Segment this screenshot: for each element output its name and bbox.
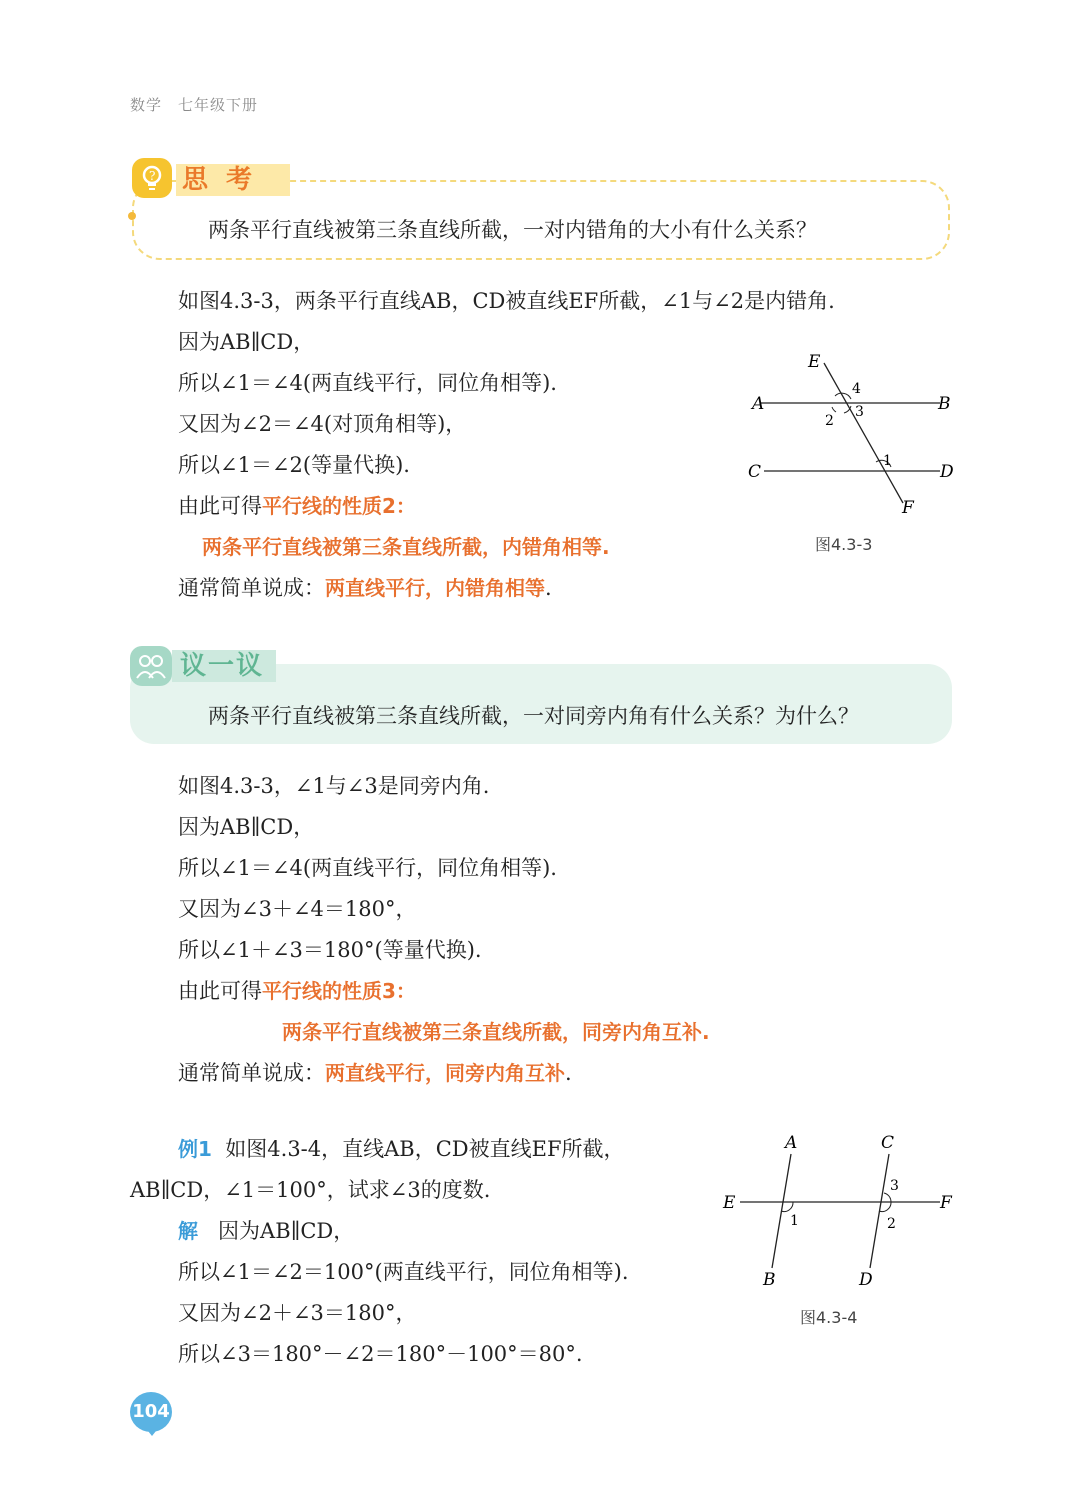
s1-line-5: 所以∠1＝∠2(等量代换). (178, 453, 410, 477)
s1-line-8-pre: 通常简单说成： (178, 576, 325, 600)
property-2-statement: 两条平行直线被第三条直线所截，内错角相等. (202, 535, 610, 559)
angle-3-arc (844, 406, 851, 413)
fig434-label-A: A (785, 1133, 798, 1153)
example-label: 例1 (178, 1137, 212, 1161)
fig434-label-E: E (723, 1193, 736, 1213)
s2-line-8 (178, 1059, 572, 1087)
fig433-label-F: F (902, 498, 914, 518)
property-3-statement: 两条平行直线被第三条直线所截，同旁内角互补. (282, 1020, 710, 1044)
people-icon (130, 646, 172, 686)
fig434-label-C: C (881, 1133, 895, 1153)
s1-line-3: 所以∠1＝∠4(两直线平行，同位角相等). (178, 371, 557, 395)
fig433-label-B: B (938, 394, 951, 414)
s2-line-5: 所以∠1＋∠3＝180°(等量代换). (178, 938, 482, 962)
header-subject: 数学 (130, 96, 163, 114)
fig433-angle-4: 4 (852, 381, 861, 397)
think-box-dot (128, 212, 136, 220)
fig433-angle-3: 3 (855, 404, 864, 420)
figure-4-3-3 (740, 345, 960, 525)
angle-3-arc (884, 1193, 891, 1202)
fig433-label-E: E (808, 352, 821, 372)
fig434-caption: 图4.3-4 (800, 1308, 858, 1327)
fig433-label-C: C (748, 462, 762, 482)
header-grade: 七年级下册 (178, 96, 259, 114)
s1-line-4: 又因为∠2＝∠4(对顶角相等)， (178, 412, 467, 436)
fig434-label-B: B (763, 1270, 776, 1290)
fig433-caption: 图4.3-3 (815, 535, 873, 554)
fig433-label-D: D (940, 462, 954, 482)
fig434-label-F: F (940, 1193, 952, 1213)
s2-line-8-pre: 通常简单说成： (178, 1061, 325, 1085)
fig434-angle-3: 3 (890, 1178, 899, 1194)
discuss-label: 议一议 (172, 650, 276, 682)
example-line-1 (178, 1135, 625, 1163)
example-line-2: AB∥CD，∠1＝100°，试求∠3的度数. (130, 1178, 491, 1202)
line-EF (824, 363, 903, 503)
solution-line-2: 所以∠1＝∠2＝100°(两直线平行，同位角相等). (178, 1260, 629, 1284)
s2-line-8-post: . (565, 1061, 572, 1085)
svg-text:?: ? (149, 169, 156, 183)
angle-2-arc (832, 407, 836, 412)
fig433-label-A: A (752, 394, 765, 414)
example-text-1: 如图4.3-4，直线AB，CD被直线EF所截， (225, 1137, 625, 1161)
fig433-angle-2: 2 (825, 413, 834, 429)
property-3-title: 平行线的性质3： (262, 979, 416, 1003)
s2-line-2: 因为AB∥CD， (178, 815, 315, 839)
s1-line-8-post: . (545, 576, 552, 600)
solution-line-1 (178, 1217, 354, 1245)
discuss-question: 两条平行直线被第三条直线所截，一对同旁内角有什么关系？为什么？ (208, 704, 859, 728)
page-number: 104 (130, 1392, 172, 1432)
s2-line-6 (178, 977, 416, 1005)
s2-line-6-pre: 由此可得 (178, 979, 262, 1003)
s1-line-8 (178, 574, 552, 602)
s2-line-3: 所以∠1＝∠4(两直线平行，同位角相等). (178, 856, 557, 880)
fig434-angle-1: 1 (790, 1213, 799, 1229)
s1-line-6 (178, 492, 416, 520)
property-2-title: 平行线的性质2： (262, 494, 416, 518)
property-3-short: 两直线平行，同旁内角互补 (325, 1061, 565, 1085)
s1-line-2: 因为AB∥CD， (178, 330, 315, 354)
solution-line-3: 又因为∠2＋∠3＝180°， (178, 1301, 417, 1325)
think-question: 两条平行直线被第三条直线所截，一对内错角的大小有什么关系？ (208, 218, 817, 242)
s2-line-4: 又因为∠3＋∠4＝180°， (178, 897, 417, 921)
solution-line-4: 所以∠3＝180°－∠2＝180°－100°＝80°. (178, 1342, 583, 1366)
figure-4-3-4 (715, 1128, 960, 1298)
solution-text-1: 因为AB∥CD， (218, 1219, 355, 1243)
running-header (130, 94, 274, 115)
solution-label: 解 (178, 1219, 198, 1243)
s2-line-1: 如图4.3-3，∠1与∠3是同旁内角. (178, 774, 490, 798)
property-2-short: 两直线平行，内错角相等 (325, 576, 545, 600)
fig433-angle-1: 1 (883, 453, 892, 469)
s1-line-6-pre: 由此可得 (178, 494, 262, 518)
fig434-angle-2: 2 (887, 1216, 896, 1232)
think-label: 思考 (176, 164, 290, 196)
fig434-label-D: D (859, 1270, 873, 1290)
lightbulb-icon (132, 158, 172, 198)
s1-line-1: 如图4.3-3，两条平行直线AB，CD被直线EF所截，∠1与∠2是内错角. (178, 289, 835, 313)
